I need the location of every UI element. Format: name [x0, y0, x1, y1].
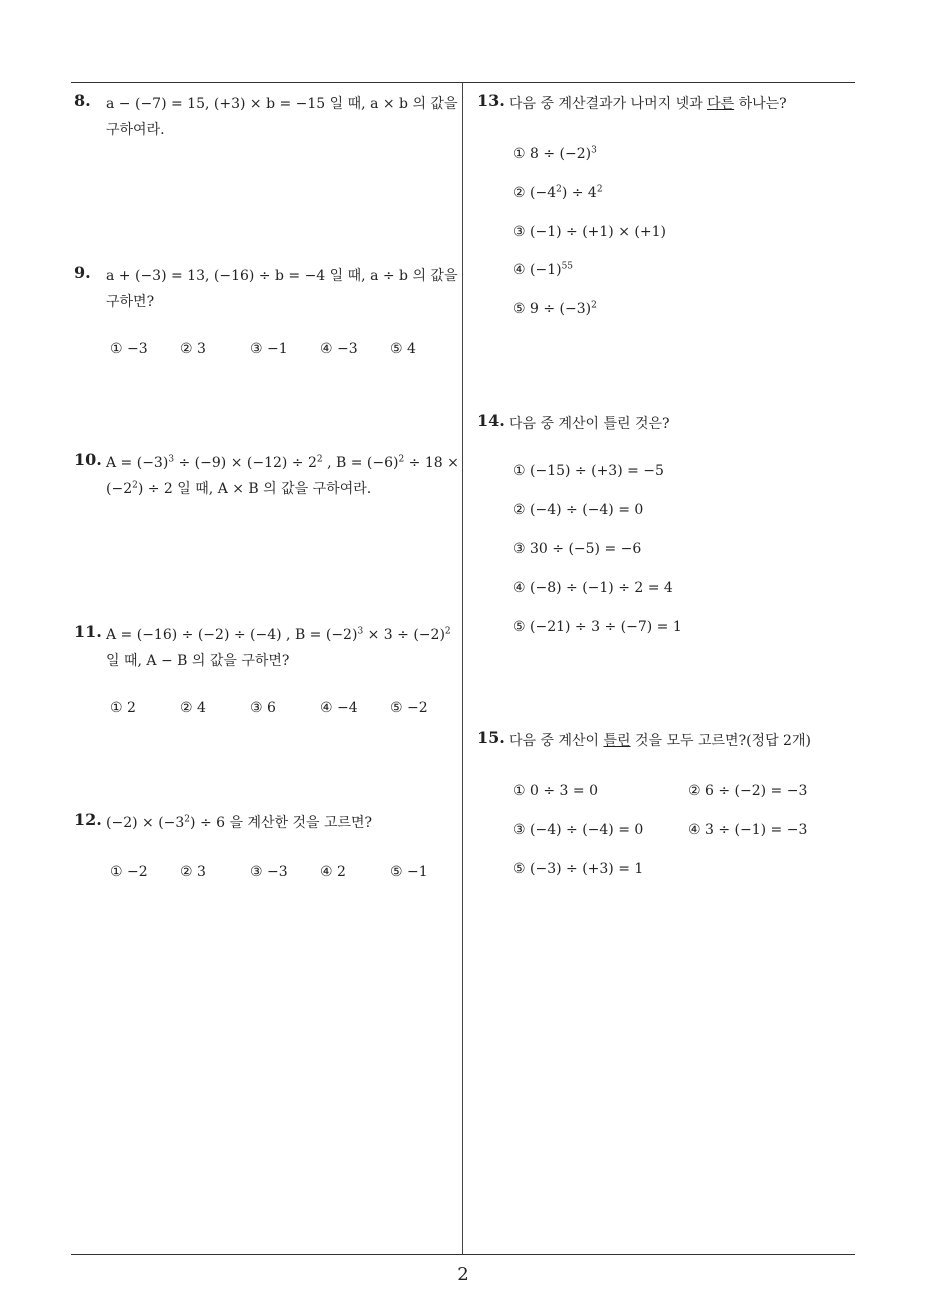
question-stem: $(-2) \times (-3^2) \div 6$ 을 계산한 것을 고르면? — [106, 814, 373, 831]
choice-4[interactable]: ④ (−8) ÷ (−1) ÷ 2 = 4 — [513, 580, 673, 596]
choice-4[interactable]: ④ 3 ÷ (−1) = −3 — [688, 822, 808, 838]
question-number: 12. — [74, 810, 102, 829]
question-8 — [74, 91, 460, 143]
question-14 — [477, 411, 847, 437]
choice-5[interactable]: ⑤ (−21) ÷ 3 ÷ (−7) = 1 — [513, 619, 682, 635]
question-stem: 다음 중 계산결과가 나머지 넷과 다른 하나는? — [509, 96, 787, 112]
underlined-word: 틀린 — [603, 733, 631, 749]
choice-3[interactable]: ③ −1 — [250, 341, 288, 357]
choice-2[interactable]: ② 6 ÷ (−2) = −3 — [688, 783, 808, 799]
choice-1[interactable]: ① $8 \div (-2)^3$ — [513, 145, 597, 162]
underlined-word: 다른 — [707, 96, 735, 112]
question-stem: 다음 중 계산이 틀린 것을 모두 고르면?(정답 2개) — [509, 733, 811, 749]
question-15 — [477, 728, 847, 754]
footer-rule — [71, 1254, 855, 1255]
question-stem: A = (−16) ÷ (−2) ÷ (−4) , $B = (-2)^3 \times 3 \div (-2)^2$ 일 때, A − B 의 값을 구하면? — [106, 626, 451, 669]
choice-5[interactable]: ⑤ −2 — [390, 700, 428, 716]
choice-4[interactable]: ④ 2 — [320, 864, 346, 880]
choice-2[interactable]: ② 3 — [180, 864, 206, 880]
choice-5[interactable]: ⑤ (−3) ÷ (+3) = 1 — [513, 861, 644, 877]
choice-3[interactable]: ③ (−1) ÷ (+1) × (+1) — [513, 224, 666, 240]
question-13 — [477, 91, 847, 117]
choice-1[interactable]: ① 2 — [110, 700, 136, 716]
choice-4[interactable]: ④ −4 — [320, 700, 358, 716]
question-stem: a − (−7) = 15, (+3) × b = −15 일 때, a × b 의 값을 구하여라. — [106, 96, 458, 138]
question-number: 10. — [74, 450, 102, 469]
question-11 — [74, 622, 460, 674]
question-9 — [74, 263, 460, 315]
choice-1[interactable]: ① −3 — [110, 341, 148, 357]
choice-5[interactable]: ⑤ $9 \div (-3)^2$ — [513, 300, 597, 317]
question-12 — [74, 810, 460, 836]
question-number: 13. — [477, 91, 505, 110]
header-rule — [71, 82, 855, 83]
question-number: 11. — [74, 622, 102, 641]
question-stem: a + (−3) = 13, (−16) ÷ b = −4 일 때, a ÷ b 의 값을 구하면? — [106, 268, 458, 310]
choice-2[interactable]: ② (−4) ÷ (−4) = 0 — [513, 502, 644, 518]
choice-5[interactable]: ⑤ −1 — [390, 864, 428, 880]
question-stem: 다음 중 계산이 틀린 것은? — [509, 416, 670, 432]
column-divider — [462, 83, 463, 1254]
choice-4[interactable]: ④ $(-1)^{55}$ — [513, 261, 574, 278]
choice-1[interactable]: ① 0 ÷ 3 = 0 — [513, 783, 598, 799]
choice-2[interactable]: ② 4 — [180, 700, 206, 716]
choice-2[interactable]: ② $(-4^2) \div 4^2$ — [513, 184, 603, 201]
choice-3[interactable]: ③ 30 ÷ (−5) = −6 — [513, 541, 642, 557]
choice-5[interactable]: ⑤ 4 — [390, 341, 416, 357]
choice-1[interactable]: ① (−15) ÷ (+3) = −5 — [513, 463, 664, 479]
choice-3[interactable]: ③ 6 — [250, 700, 276, 716]
choice-2[interactable]: ② 3 — [180, 341, 206, 357]
question-stem: $A = (-3)^3 \div (-9) \times (-12) \div 2^2$ , $B = (-6)^2 \div 18$ × $(-2^2) \div 2$ 일 때, A × B 의 값을 구하여라. — [106, 454, 459, 497]
choice-4[interactable]: ④ −3 — [320, 341, 358, 357]
choice-3[interactable]: ③ −3 — [250, 864, 288, 880]
choice-1[interactable]: ① −2 — [110, 864, 148, 880]
choice-3[interactable]: ③ (−4) ÷ (−4) = 0 — [513, 822, 644, 838]
question-10 — [74, 450, 460, 502]
question-number: 8. — [74, 91, 91, 110]
question-number: 15. — [477, 728, 505, 747]
question-number: 9. — [74, 263, 91, 282]
page-number: 2 — [457, 1264, 469, 1285]
question-number: 14. — [477, 411, 505, 430]
